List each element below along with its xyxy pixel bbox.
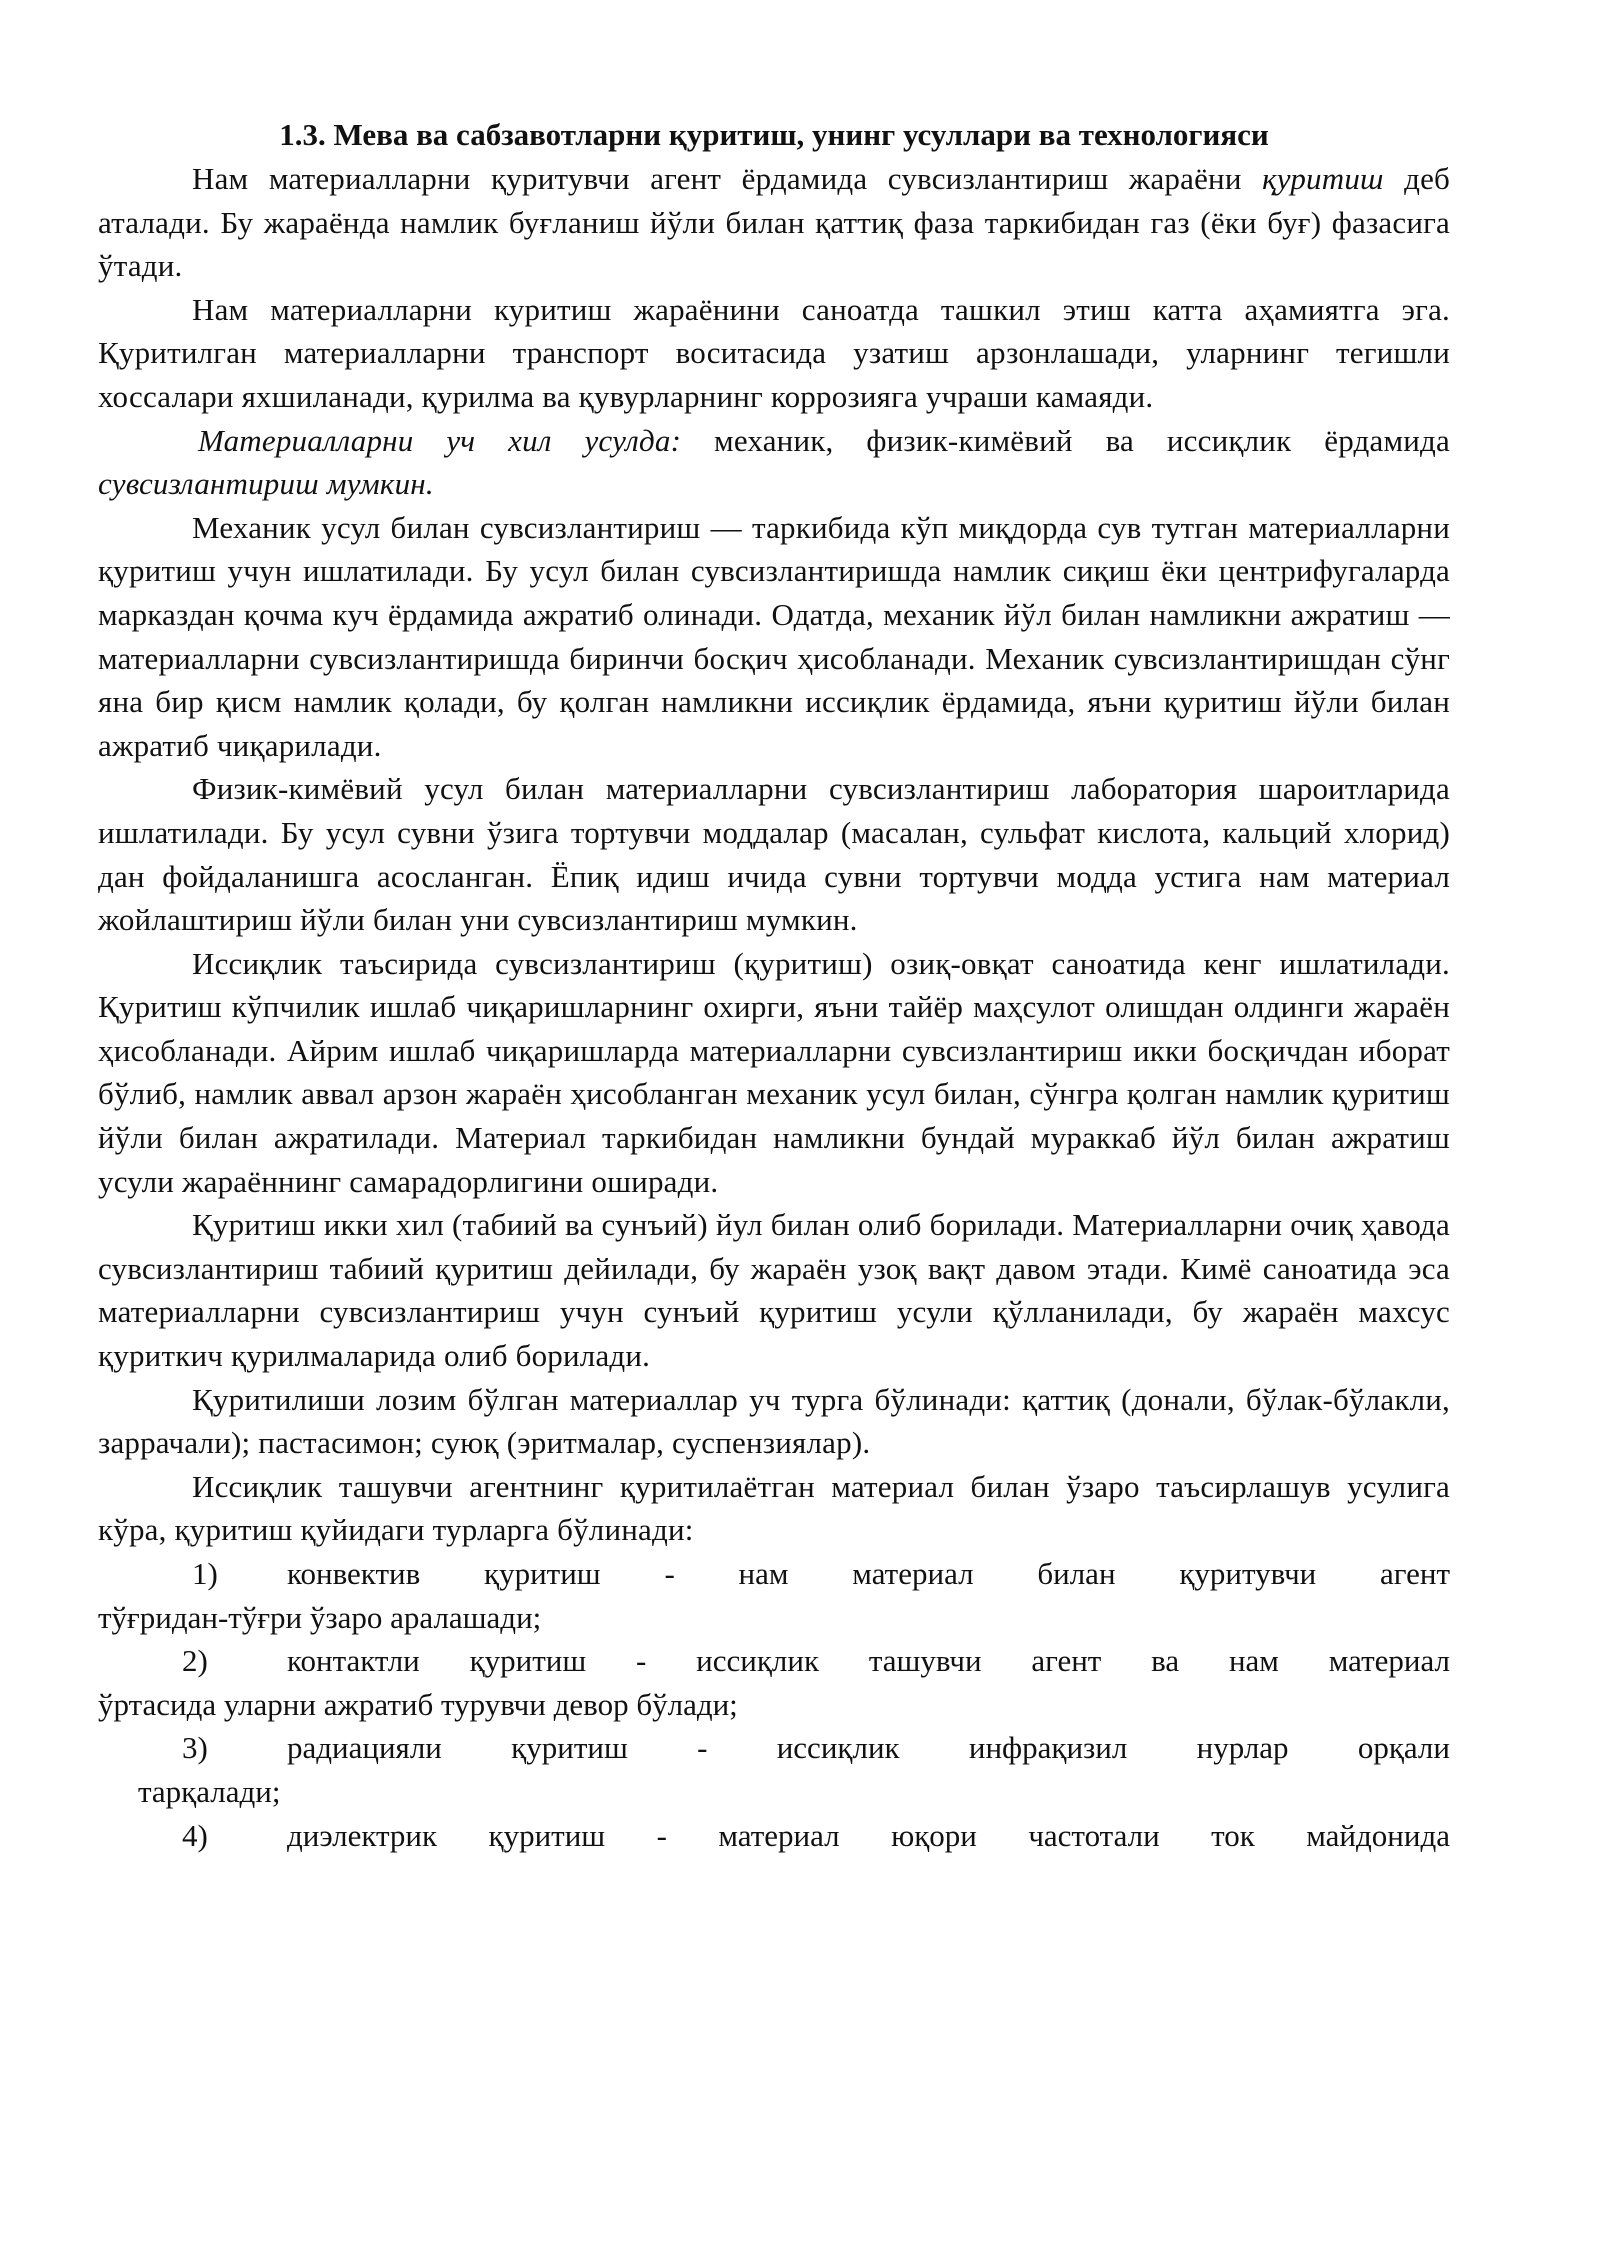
list-text: радиацияли қуритиш - иссиқлик инфрақизил нурлар орқали <box>287 1730 1450 1766</box>
list-text: конвектив қуритиш - нам материал билан қуритувчи агент <box>287 1556 1450 1591</box>
list-text-continued: тўғридан-тўғри ўзаро аралашади; <box>98 1599 542 1635</box>
paragraph-text: Нам материалларни қуритувчи агент ёрдамида сувсизлантириш жараёни <box>192 161 1263 196</box>
list-number: 2) <box>182 1643 208 1679</box>
paragraph-natural-artificial: Қуритиш икки хил (табиий ва сунъий) йул билан олиб борилади. Материалларни очиқ ҳавода сувсизлантириш табиий қуритиш дейилади, бу жараён узоқ вақт давом этади. Кимё саноатида эса материалларни сувсизлантириш учун сунъий қуритиш усули қўлланилади, бу жараён махсус қуриткич қурилмаларида олиб борилади. <box>98 1207 1450 1374</box>
paragraph-mechanical: Механик усул билан сувсизлантириш — таркибида кўп миқдорда сув тутган материалларни қуритиш учун ишлатилади. Бу усул билан сувсизлантиришда намлик сиқиш ёки центрифугаларда марказдан қочма куч ёрдамида ажратиб олинади. Одатда, механик йўл билан намликни ажратиш — материалларни сувсизлантиришда биринчи босқич ҳисобланади. Механик сувсизлантиришдан сўнг яна бир қисм намлик қолади, бу қолган намликни иссиқлик ёрдамида, яъни қуритиш йўли билан ажратиб чиқарилади. <box>98 509 1450 763</box>
italic-tail-text: сувсизлантириш мумкин. <box>98 466 434 502</box>
paragraph-thermal: Иссиқлик таъсирида сувсизлантириш (қуритиш) озиқ-овқат саноатида кенг ишлатилади. Қуритиш кўпчилик ишлаб чиқаришларнинг охирги, яъни тайёр маҳсулот олишдан олдинги жараён ҳисобланади. Айрим ишлаб чиқаришларда материалларни сувсизлантириш икки босқичдан иборат бўлиб, намлик аввал арзон жараён ҳисобланган механик усул билан, сўнгра қолган намлик қуритиш йўли билан ажратилади. Материал таркибидан намликни бундай мураккаб йўл билан ажратиш усули жараённинг самарадорлигини оширади. <box>98 945 1450 1199</box>
drying-types-list <box>98 1552 1450 1857</box>
paragraph-physchem: Физик-кимёвий усул билан материалларни сувсизлантириш лаборатория шароитларида ишлатилади. Бу усул сувни ўзига тортувчи моддалар (масалан, сульфат кислота, кальций хлорид) дан фойдаланишга асосланган. Ёпиқ идиш ичида сувни тортувчи модда устига нам материал жойлаштириш йўли билан уни сувсизлантириш мумкин. <box>98 771 1450 938</box>
list-text: диэлектрик қуритиш - материал юқори частотали ток майдонида <box>287 1817 1450 1853</box>
list-item <box>98 1552 1450 1639</box>
list-text: контактли қуритиш - иссиқлик ташувчи агент ва нам материал <box>287 1643 1450 1679</box>
list-item <box>98 1639 1450 1726</box>
italic-lead-text: Материалларни уч хил усулда: <box>198 422 682 458</box>
list-text-continued: ўртасида уларни ажратиб турувчи девор бўлади; <box>98 1686 738 1722</box>
list-number: 4) <box>182 1817 208 1853</box>
list-item <box>98 1814 1450 1858</box>
paragraph-importance: Нам материалларни куритиш жараёнини саноатда ташкил этиш катта аҳамиятга эга. Қуритилган материалларни транспорт воситасида узатиш арзонлашади, уларнинг тегишли хоссалари яхшиланади, қурилма ва қувурларнинг коррозияга учраши камаяди. <box>98 291 1450 414</box>
paragraph-text: механик, физик-кимёвий ва иссиқлик ёрдамида <box>681 422 1450 458</box>
section-heading: 1.3. Мева ва сабзавотларни қуритиш, унинг усуллари ва технологияси <box>279 117 1269 152</box>
italic-term: қуритиш <box>1262 161 1384 196</box>
paragraph-material-types: Қуритилиши лозим бўлган материаллар уч турга бўлинади: қаттиқ (донали, бўлак-бўлакли, заррачали); пастасимон; суюқ (эритмалар, суспензиялар). <box>98 1381 1450 1461</box>
list-number: 1) <box>192 1556 218 1591</box>
list-item <box>98 1726 1450 1813</box>
list-number: 3) <box>182 1730 208 1766</box>
paragraph-definition <box>98 157 1450 288</box>
paragraph-text: деб аталади. Бу жараёнда намлик буғланиш йўли билан қаттиқ фаза таркибидан газ (ёки буғ) фазасига ўтади. <box>98 161 1450 284</box>
paragraph-methods <box>98 419 1450 506</box>
paragraph-classification: Иссиқлик ташувчи агентнинг қуритилаётган материал билан ўзаро таъсирлашув усулига кўра, қуритиш қуйидаги турларга бўлинади: <box>98 1468 1450 1548</box>
list-text-continued: тарқалади; <box>138 1773 281 1809</box>
